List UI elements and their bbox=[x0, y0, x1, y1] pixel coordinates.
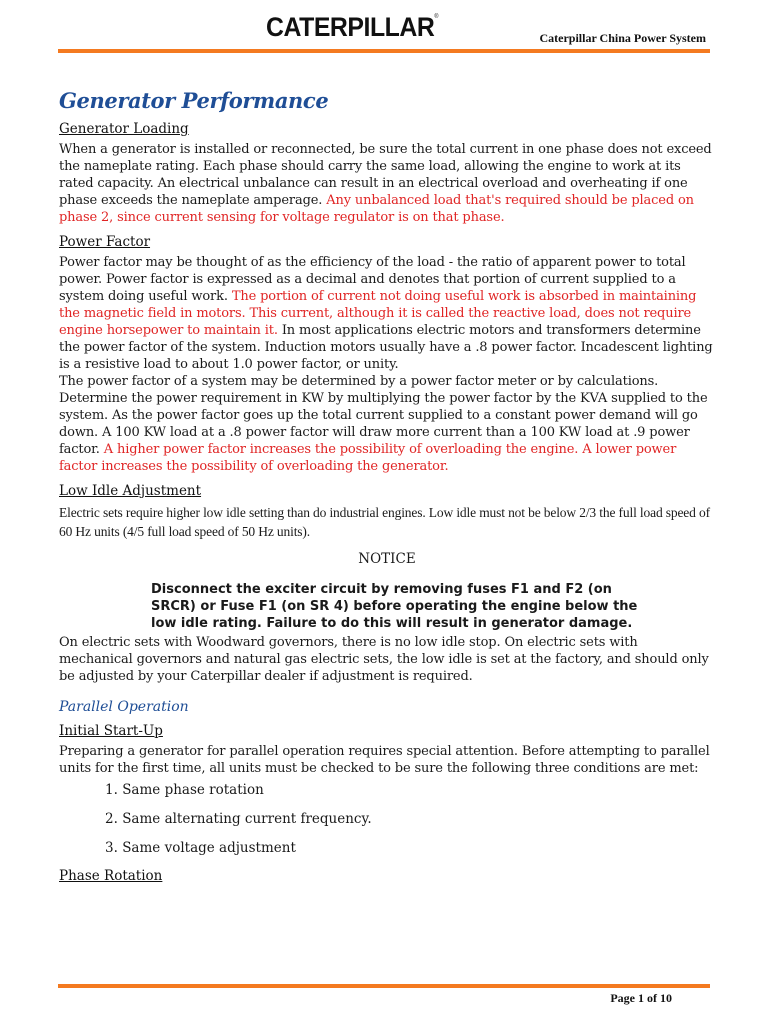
paragraph-low-idle: Electric sets require higher low idle setting than do industrial engines. Low idle must not be below 2/3 the full load speed of 60 Hz units (4/5 full load speed of 50 Hz units). bbox=[59, 505, 710, 539]
paragraph-power-factor-1: Power factor may be thought of as the efficiency of the load - the ratio of apparent power to total power. Power factor is expressed as a decimal and denotes that portion of current supplied to a system doing useful work. The portion of current not doing useful work is absorbed in maintaining the magnetic field in motors. This current, although it is called the reactive load, does not require engine horsepower to maintain it. In most applications electric motors and transformers determine the power factor of the system. Induction motors usually have a .8 power factor. Incadescent lighting is a resistive load to about 1.0 power factor, or unity. bbox=[59, 255, 713, 372]
header-company-name: Caterpillar China Power System bbox=[539, 31, 706, 45]
paragraph-generator-loading: When a generator is installed or reconnected, be sure the total current in one phase does not exceed the nameplate rating. Each phase should carry the same load, allowing the engine to work at its rated capacity. An electrical unbalance can result in an electrical overload and overheating if one phase exceeds the nameplate amperage. Any unbalanced load that's required should be placed on phase 2, since current sensing for voltage regulator is on that phase. bbox=[59, 142, 712, 225]
notice-body: Disconnect the exciter circuit by removing fuses F1 and F2 (on SRCR) or Fuse F1 (on SR 4) before operating the engine below the low idle rating. Failure to do this will result in generator damage. bbox=[151, 582, 638, 631]
highlight-text: Any unbalanced load that's required should be placed on phase 2, since current sensing for voltage regulator is on that phase. bbox=[59, 193, 694, 225]
footer-divider bbox=[58, 984, 710, 988]
paragraph-woodward: On electric sets with Woodward governors, there is no low idle stop. On electric sets with mechanical governors and natural gas electric sets, the low idle is set at the factory, and should only be adjusted by your Caterpillar dealer if adjustment is required. bbox=[59, 635, 709, 684]
heading-low-idle: Low Idle Adjustment bbox=[59, 483, 202, 499]
conditions-list bbox=[105, 781, 715, 857]
page-title: Generator Performance bbox=[59, 88, 329, 113]
notice-title: NOTICE bbox=[358, 551, 416, 567]
highlight-text: A higher power factor increases the possibility of overloading the engine. A lower power factor increases the possibility of overloading the generator. bbox=[59, 442, 677, 474]
paragraph-initial-startup: Preparing a generator for parallel operation requires special attention. Before attempting to parallel units for the first time, all units must be checked to be sure the following three conditions are met: bbox=[59, 744, 710, 776]
heading-phase-rotation: Phase Rotation bbox=[59, 868, 163, 884]
heading-power-factor: Power Factor bbox=[59, 234, 151, 250]
heading-generator-loading: Generator Loading bbox=[59, 121, 189, 137]
header-divider bbox=[58, 49, 710, 53]
list-item: 1. Same phase rotation bbox=[105, 782, 264, 798]
highlight-text: The portion of current not doing useful work is absorbed in maintaining the magnetic field in motors. This current, although it is called the reactive load, does not require engine horsepower to maintain it. bbox=[59, 289, 697, 338]
paragraph-power-factor-2: The power factor of a system may be determined by a power factor meter or by calculations. Determine the power requirement in KW by multiplying the power factor by the KVA supplied to the system. As the power factor goes up the total current supplied to a constant power demand will go down. A 100 KW load at a .8 power factor will draw more current than a 100 KW load at .9 power factor. A higher power factor increases the possibility of overloading the engine. A lower power factor increases the possibility of overloading the generator. bbox=[59, 374, 708, 474]
heading-initial-startup: Initial Start-Up bbox=[59, 723, 163, 739]
document-body bbox=[59, 88, 715, 888]
list-item: 3. Same voltage adjustment bbox=[105, 840, 296, 856]
page-number: Page 1 of 10 bbox=[610, 991, 672, 1005]
subtitle-parallel-operation: Parallel Operation bbox=[59, 699, 189, 715]
list-item: 2. Same alternating current frequency. bbox=[105, 811, 372, 827]
caterpillar-logo: CATERPILLAR® bbox=[266, 12, 438, 42]
page-header bbox=[0, 0, 768, 56]
